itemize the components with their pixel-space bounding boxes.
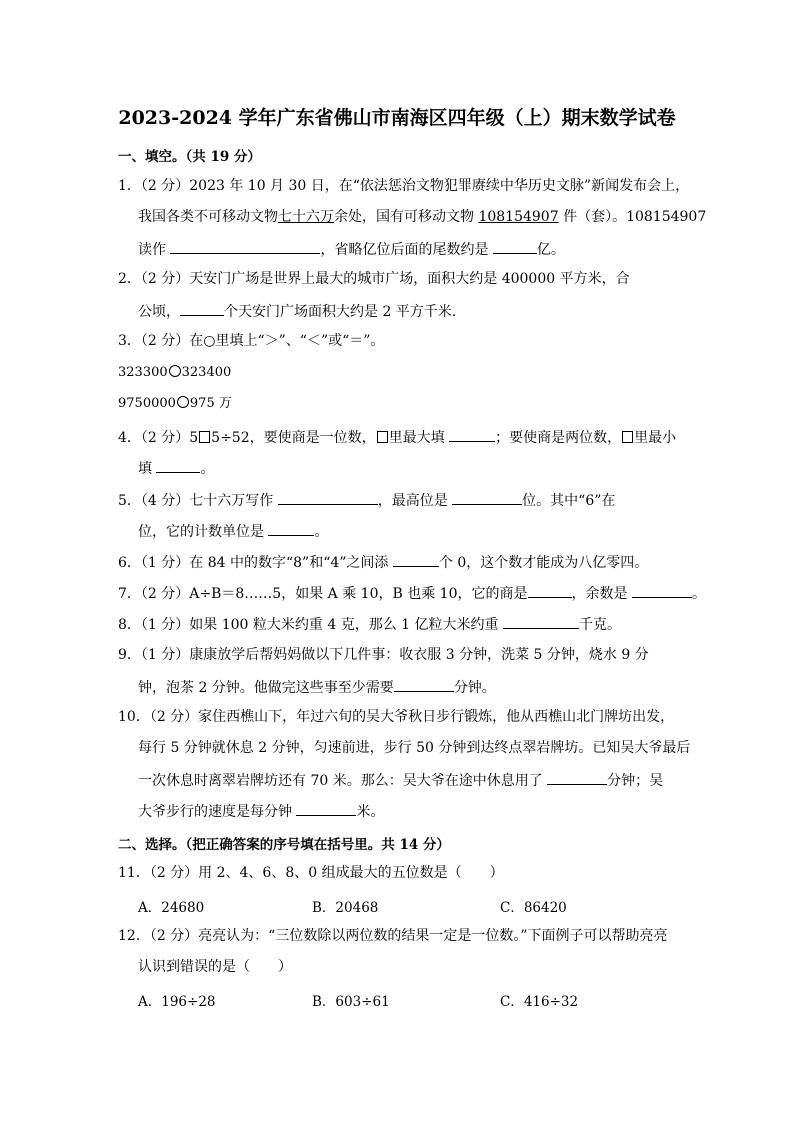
answer-blank[interactable] xyxy=(268,521,314,536)
answer-blank[interactable] xyxy=(632,583,692,598)
answer-blank[interactable] xyxy=(394,677,454,692)
q12-question-line-1: 12．（2 分）亮亮认为：“三位数除以两位数的结果一定是一位数。”下面例子可以帮助亮亮 xyxy=(118,928,668,944)
square-box-icon xyxy=(199,431,210,443)
q9-line-1: 9．（1 分）康康放学后帮妈妈做以下几件事：收衣服 3 分钟，洗菜 5 分钟，烧水 9 分 xyxy=(118,647,649,663)
answer-blank[interactable] xyxy=(503,614,579,629)
q10-line-1: 10．（2 分）家住西樵山下，年过六旬的吴大爷秋日步行锻炼，他从西樵山北门牌坊出发， xyxy=(118,709,675,725)
square-box-icon xyxy=(622,431,633,443)
answer-blank[interactable] xyxy=(170,239,320,254)
q6-line: 6．（1 分）在 84 中的数字“8”和“4”之间添 个 0，这个数才能成为八亿零四。 xyxy=(118,552,648,572)
answer-blank[interactable] xyxy=(156,458,200,473)
section-2-heading: 二、选择。（把正确答案的序号填在括号里。共 14 分） xyxy=(118,837,450,853)
q12-option-a[interactable]: A．196÷28 xyxy=(138,994,216,1010)
q3-compare-2: 9750000 975 万 xyxy=(118,396,232,411)
q4-line-2: 填 。 xyxy=(138,458,214,478)
compare-circle-icon[interactable] xyxy=(169,365,181,377)
q11-question: 11．（2 分）用 2、4、6、8、0 组成最大的五位数是（ ） xyxy=(118,865,504,881)
q3-compare-1: 323300 323400 xyxy=(118,365,232,380)
q1-underlined-text: 七十六万 xyxy=(278,209,334,225)
q1-underlined-number: 108154907 xyxy=(478,209,559,225)
q11-option-c[interactable]: C．86420 xyxy=(500,900,567,916)
q11-option-b[interactable]: B．20468 xyxy=(312,900,379,916)
q2-line-2: 公顷， 个天安门广场面积大约是 2 平方千米. xyxy=(138,301,456,321)
answer-blank[interactable] xyxy=(278,490,378,505)
answer-blank[interactable] xyxy=(296,801,356,816)
q12-option-c[interactable]: C．416÷32 xyxy=(500,994,579,1010)
answer-blank[interactable] xyxy=(493,239,537,254)
q12-option-b[interactable]: B．603÷61 xyxy=(312,994,390,1010)
q10-line-2: 每行 5 分钟就休息 2 分钟，匀速前进，步行 50 分钟到达终点翠岩牌坊。已知吴大爷最后 xyxy=(138,740,691,756)
q10-line-3: 一次休息时离翠岩牌坊还有 70 米。那么：吴大爷在途中休息用了 分钟；吴 xyxy=(138,770,663,790)
q7-line: 7．（2 分）A÷B＝8……5，如果 A 乘 10，B 也乘 10，它的商是 ，余数是 。 xyxy=(118,583,706,603)
answer-blank[interactable] xyxy=(393,552,439,567)
answer-blank[interactable] xyxy=(180,301,224,316)
q1-line-1: 1．（2 分）2023 年 10 月 30 日，在“依法惩治文物犯罪赓续中华历史文脉”新闻发布会上， xyxy=(118,178,690,194)
section-1-heading: 一、填空。（共 19 分） xyxy=(118,149,261,165)
q12-question-line-2: 认识到错误的是（ ） xyxy=(138,959,292,975)
q5-line-1: 5．（4 分）七十六万写作 ，最高位是 位。其中“6”在 xyxy=(118,490,615,510)
answer-blank[interactable] xyxy=(449,427,495,442)
q5-line-2: 位，它的计数单位是 。 xyxy=(138,521,328,541)
answer-blank[interactable] xyxy=(547,770,607,785)
q3-line-1: 3．（2 分）在○里填上“＞”、“＜”或“＝”。 xyxy=(118,333,385,349)
compare-circle-icon[interactable] xyxy=(177,396,189,408)
q9-line-2: 钟，泡茶 2 分钟。他做完这些事至少需要 分钟。 xyxy=(138,677,496,697)
answer-blank[interactable] xyxy=(528,583,572,598)
q1-line-3: 读作 ，省略亿位后面的尾数约是 亿。 xyxy=(138,239,565,259)
q2-line-1: 2．（2 分）天安门广场是世界上最大的城市广场，面积大约是 400000 平方米，合 xyxy=(118,271,630,287)
q10-line-4: 大爷步行的速度是每分钟 米。 xyxy=(138,801,384,821)
q11-option-a[interactable]: A．24680 xyxy=(138,900,205,916)
q8-line: 8．（1 分）如果 100 粒大米约重 4 克，那么 1 亿粒大米约重 千克。 xyxy=(118,614,621,634)
square-box-icon xyxy=(377,431,388,443)
exam-title: 2023-2024 学年广东省佛山市南海区四年级（上）期末数学试卷 xyxy=(118,107,676,129)
answer-blank[interactable] xyxy=(452,490,522,505)
q4-line-1: 4．（2 分）5 5÷52，要使商是一位数， 里最大填 ；要使商是两位数， 里最小 xyxy=(118,427,676,447)
q1-line-2: 我国各类不可移动文物七十六万余处，国有可移动文物 108154907 件（套）。108154907 xyxy=(138,209,707,225)
